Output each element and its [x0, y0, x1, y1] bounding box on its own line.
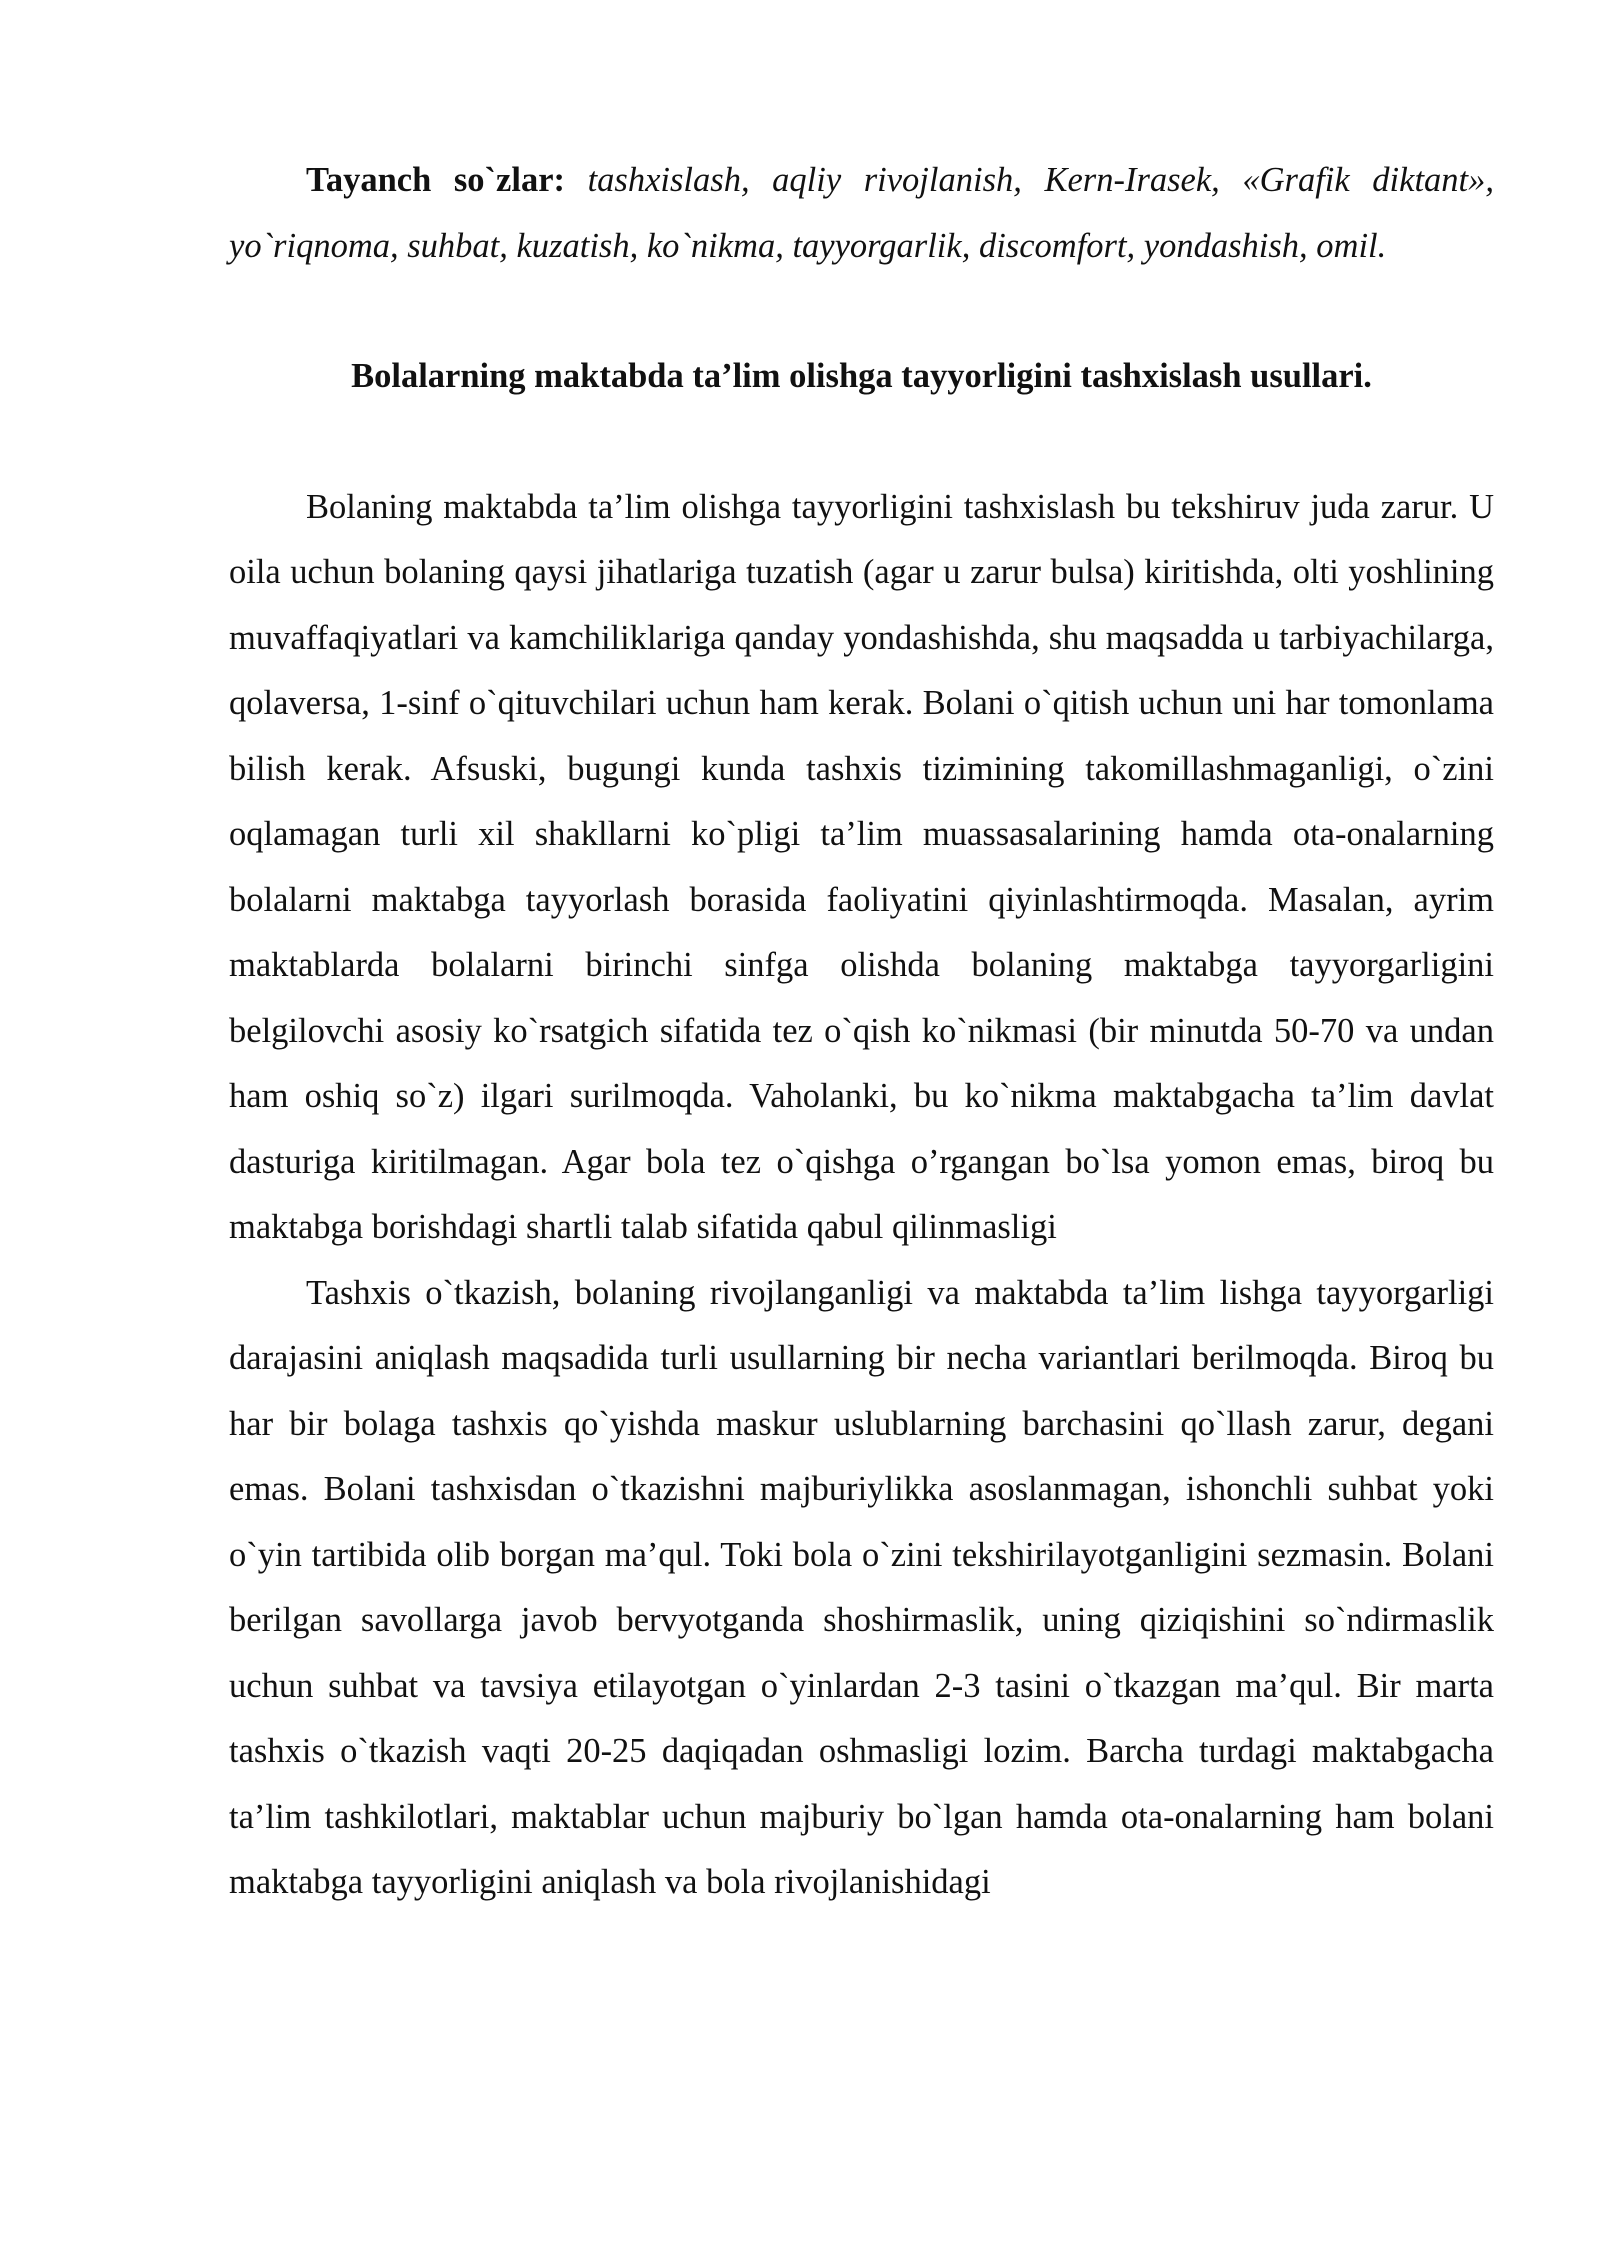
body-paragraph-2: Tashxis o`tkazish, bolaning rivojlanganligi va maktabda ta’lim lishga tayyorgarligi darajasini aniqlash maqsadida turli usullarning bir necha variantlari berilmoqda. Biroq bu har bir bolaga tashxis qo`yishda maskur uslublarning barchasini qo`llash zarur, degani emas. Bolani tashxisdan o`tkazishni majburiylikka asoslanmagan, ishonchli suhbat yoki o`yin tartibida olib borgan ma’qul. Toki bola o`zini tekshirilayotganligini sezmasin. Bolani berilgan savollarga javob bervyotganda shoshirmaslik, uning qiziqishini so`ndirmaslik uchun suhbat va tavsiya etilayotgan o`yinlardan 2-3 tasini o`tkazgan ma’qul. Bir marta tashxis o`tkazish vaqti 20-25 daqiqadan oshmasligi lozim. Barcha turdagi maktabgacha ta’lim tashkilotlari, maktablar uchun majburiy bo`lgan hamda ota-onalarning ham bolani maktabga tayyorligini aniqlash va bola rivojlanishidagi — [229, 1273, 1494, 1901]
keywords-text: tashxislash, aqliy rivojlanish, Kern-Irasek, «Grafik diktant», yo`riqnoma, suhbat, kuzatish, ko`nikma, tayyorgarlik, discomfort, yondashish, omil. — [229, 161, 1494, 265]
document-page — [229, 148, 1494, 1916]
body-paragraph-1: Bolaning maktabda ta’lim olishga tayyorligini tashxislash bu tekshiruv juda zarur. U oila uchun bolaning qaysi jihatlariga tuzatish (agar u zarur bulsa) kiritishda, olti yoshlining muvaffaqiyatlari va kamchiliklariga qanday yondashishda, shu maqsadda u tarbiyachilarga, qolaversa, 1-sinf o`qituvchilari uchun ham kerak. Bolani o`qitish uchun uni har tomonlama bilish kerak. Afsuski, bugungi kunda tashxis tizimining takomillashmaganligi, o`zini oqlamagan turli xil shakllarni ko`pligi ta’lim muassasalarining hamda ota-onalarning bolalarni maktabga tayyorlash borasida faoliyatini qiyinlashtirmoqda. Masalan, ayrim maktablarda bolalarni birinchi sinfga olishda bolaning maktabga tayyorgarligini belgilovchi asosiy ko`rsatgich sifatida tez o`qish ko`nikmasi (bir minutda 50-70 va undan ham oshiq so`z) ilgari surilmoqda. Vaholanki, bu ko`nikma maktabgacha ta’lim davlat dasturiga kiritilmagan. Agar bola tez o`qishga o’rgangan bo`lsa yomon emas, biroq bu maktabga borishdagi shartli talab sifatida qabul qilinmasligi — [229, 487, 1494, 1246]
section-heading: Bolalarning maktabda ta’lim olishga tayyorligini tashxislash usullari. — [351, 357, 1372, 395]
keywords-label: Tayanch so`zlar: — [306, 161, 565, 199]
keywords-paragraph — [229, 148, 1494, 279]
